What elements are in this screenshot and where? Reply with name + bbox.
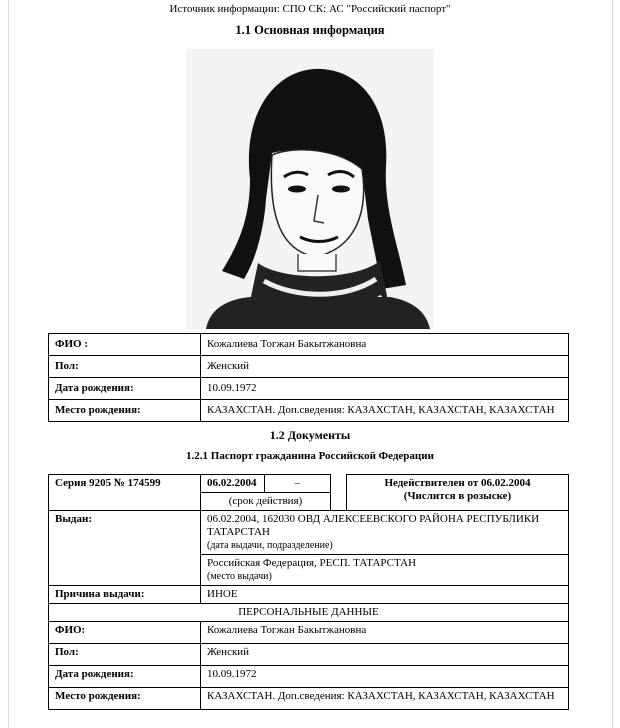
issued-caption: (дата выдачи, подразделение) <box>207 540 333 551</box>
validity-dash: – <box>265 475 331 493</box>
sex-label: Пол: <box>49 356 201 378</box>
table-row <box>49 604 569 622</box>
pob-value: КАЗАХСТАН. Доп.сведения: КАЗАХСТАН, КАЗАХСТАН, КАЗАХСТАН <box>201 400 569 422</box>
page-edge-left <box>8 0 9 728</box>
passport-status <box>347 475 569 511</box>
issued-cell <box>201 511 569 555</box>
personal-data-header: ПЕРСОНАЛЬНЫЕ ДАННЫЕ <box>49 604 569 622</box>
passport-pob-value: КАЗАХСТАН. Доп.сведения: КАЗАХСТАН, КАЗАХСТАН, КАЗАХСТАН <box>201 688 569 710</box>
page-edge-right <box>612 0 613 728</box>
place-caption: (место выдачи) <box>207 571 272 582</box>
source-line: Источник информации: СПО СК: АС "Российский паспорт" <box>169 3 451 15</box>
table-row <box>49 356 569 378</box>
place-cell <box>201 555 569 586</box>
table-row <box>49 666 569 688</box>
status-text: Недействителен от 06.02.2004 <box>384 477 531 489</box>
basic-info-table <box>48 333 569 422</box>
table-row <box>49 644 569 666</box>
passport-dob-label: Дата рождения: <box>49 666 201 688</box>
table-row <box>49 400 569 422</box>
table-row <box>49 475 569 493</box>
fio-value: Кожалиева Тогжан Бакытжановна <box>201 334 569 356</box>
passport-fio-label: ФИО: <box>49 622 201 644</box>
table-row <box>49 586 569 604</box>
issued-label: Выдан: <box>49 511 201 586</box>
dob-label: Дата рождения: <box>49 378 201 400</box>
status-note: (Числится в розыске) <box>403 490 512 502</box>
sex-value: Женский <box>201 356 569 378</box>
place-value: Российская Федерация, РЕСП. ТАТАРСТАН <box>207 557 417 569</box>
dob-value: 10.09.1972 <box>201 378 569 400</box>
issue-date: 06.02.2004 <box>201 475 265 493</box>
section-docs-title: 1.2 Документы <box>269 428 351 442</box>
table-row <box>49 334 569 356</box>
table-row <box>49 378 569 400</box>
validity-caption: (срок действия) <box>201 493 331 511</box>
passport-sex-value: Женский <box>201 644 569 666</box>
reason-label: Причина выдачи: <box>49 586 201 604</box>
spacer-cell <box>331 475 347 511</box>
table-row <box>49 688 569 710</box>
fio-label: ФИО : <box>49 334 201 356</box>
passport-fio-value: Кожалиева Тогжан Бакытжановна <box>201 622 569 644</box>
passport-dob-value: 10.09.1972 <box>201 666 569 688</box>
issued-value: 06.02.2004, 162030 ОВД АЛЕКСЕЕВСКОГО РАЙОНА РЕСПУБЛИКИ ТАТАРСТАН <box>207 513 540 538</box>
passport-pob-label: Место рождения: <box>49 688 201 710</box>
series-number: Серия 9205 № 174599 <box>49 475 201 511</box>
person-photo <box>186 49 434 329</box>
section-basic-title: 1.1 Основная информация <box>235 23 385 37</box>
pob-label: Место рождения: <box>49 400 201 422</box>
passport-sex-label: Пол: <box>49 644 201 666</box>
table-row <box>49 622 569 644</box>
passport-table <box>48 474 569 710</box>
passport-title: 1.2.1 Паспорт гражданина Российской Федерации <box>186 450 434 462</box>
reason-value: ИНОЕ <box>201 586 569 604</box>
table-row <box>49 511 569 555</box>
